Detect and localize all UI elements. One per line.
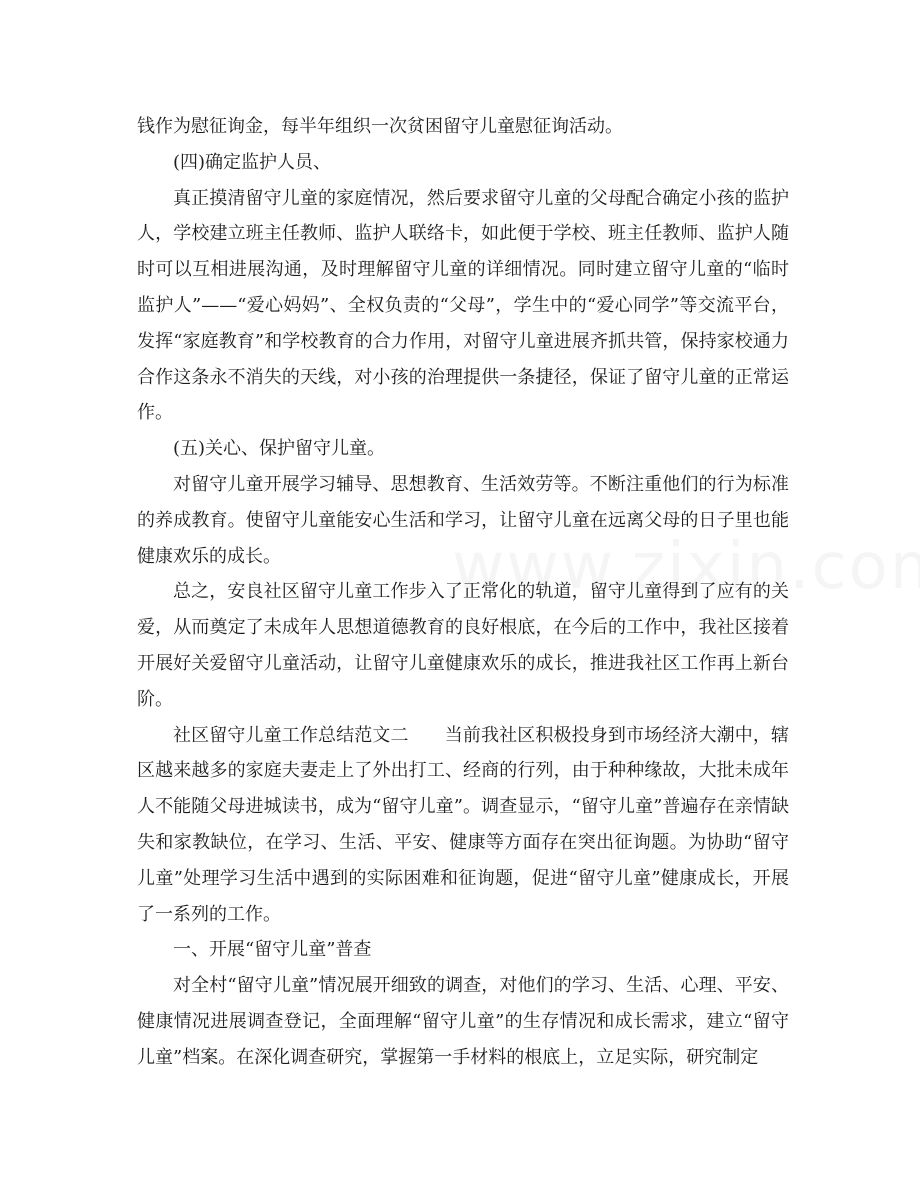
section-two-title: 社区留守儿童工作总结范文二 — [173, 724, 409, 746]
paragraph: 真正摸清留守儿童的家庭情况，然后要求留守儿童的父母配合确定小孩的监护人，学校建立班主任教师、监护人联络卡，如此便于学校、班主任教师、监护人随时可以互相进展沟通，及时理解留守儿童的详细情况。同时建立留守儿童的“临时监护人”——“爱心妈妈”、全权负责的“父母”，学生中的“爱心同学”等交流平台，发挥“家庭教育”和学校教育的合力作用，对留守儿童进展齐抓共管，保持家校通力合作这条永不消失的天线，对小孩的治理提供一条捷径，保证了留守儿童的正常运作。 — [137, 187, 789, 424]
section-heading: 一、开展“留守儿童”普查 — [173, 939, 372, 961]
paragraph: 对全村“留守儿童”情况展开细致的调查，对他们的学习、生活、心理、平安、健康情况进展调查登记，全面理解“留守儿童”的生存情况和成长需求，建立“留守儿童”档案。在深化调查研究，掌握第一手材料的根底上，立足实际，研究制定 — [137, 975, 789, 1068]
paragraph: 钱作为慰征询金，每半年组织一次贫困留守儿童慰征询活动。 — [137, 116, 623, 137]
section-heading: (四)确定监护人员、 — [173, 151, 332, 173]
section-heading: (五)关心、保护留守儿童。 — [173, 438, 386, 460]
paragraph: 对留守儿童开展学习辅导、思想教育、生活效劳等。不断注重他们的行为标准的养成教育。使留守儿童能安心生活和学习，让留守儿童在远离父母的日子里也能健康欢乐的成长。 — [137, 473, 789, 567]
section-two-paragraph — [137, 718, 789, 933]
document-body — [137, 109, 789, 1076]
section-two-body: 当前我社区积极投身到市场经济大潮中，辖区越来越多的家庭夫妻走上了外出打工、经商的行列，由于种种缘故，大批未成年人不能随父母进城读书，成为“留守儿童”。调查显示，“留守儿童”普遍存在亲情缺失和家教缺位，在学习、生活、平安、健康等方面存在突出征询题。为协助“留守儿童”处理学习生活中遇到的实际困难和征询题，促进“留守儿童”健康成长，开展了一系列的工作。 — [137, 724, 789, 925]
paragraph: 总之，安良社区留守儿童工作步入了正常化的轨道，留守儿童得到了应有的关爱，从而奠定了未成年人思想道德教育的良好根底，在今后的工作中，我社区接着开展好关爱留守儿童活动，让留守儿童健康欢乐的成长，推进我社区工作再上新台阶。 — [137, 581, 789, 710]
